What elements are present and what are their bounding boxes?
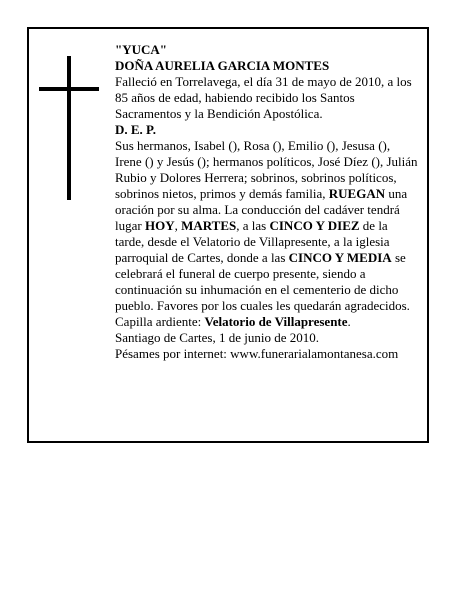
obituary-notice xyxy=(27,27,429,443)
death-announcement: Falleció en Torrelavega, el día 31 de mayo de 2010, a los 85 años de edad, habiendo recibido los Santos Sacramentos y la Bendición Apostólica. xyxy=(115,74,412,121)
hoy-word: HOY xyxy=(144,218,175,233)
cross-horizontal-bar xyxy=(39,87,99,91)
ruegan-word: RUEGAN xyxy=(328,186,386,201)
place-date: Santiago de Cartes, 1 de junio de 2010. xyxy=(115,330,319,345)
obituary-text xyxy=(115,42,419,362)
deceased-name: DOÑA AURELIA GARCIA MONTES xyxy=(115,58,330,73)
procession-time: CINCO Y DIEZ xyxy=(269,218,360,233)
family-announcement: Sus hermanos, Isabel (), Rosa (), Emilio (), Jesusa (), Irene () y Jesús (); hermanos políticos, José Díez (), Julián Rubio y Dolores Herrera; sobrinos, sobrinos políticos, sobrinos nietos, primos y demás familia, RUEGAN una oración por su alma. La conducción del cadáver tendrá lugar HOY, MARTES, a las CINCO Y DIEZ de la tarde, desde el Velatorio de Villapresente, a la iglesia parroquial de Cartes, donde a las CINCO Y MEDIA se celebrará el funeral de cuerpo presente, siendo a continuación su inhumación en el cementerio de dicho pueblo. Favores por los cuales les quedarán agradecidos. Capilla ardiente: Velatorio de Villapresente. xyxy=(115,138,418,329)
nickname: "YUCA" xyxy=(115,42,167,57)
martes-word: MARTES xyxy=(181,218,237,233)
rest-in-peace: D. E. P. xyxy=(115,122,157,137)
chapel-location: Velatorio de Villapresente xyxy=(204,314,348,329)
funeral-time: CINCO Y MEDIA xyxy=(288,250,392,265)
cross-vertical-bar xyxy=(67,56,71,200)
condolences: Pésames por internet: www.funerarialamontanesa.com xyxy=(115,346,399,361)
